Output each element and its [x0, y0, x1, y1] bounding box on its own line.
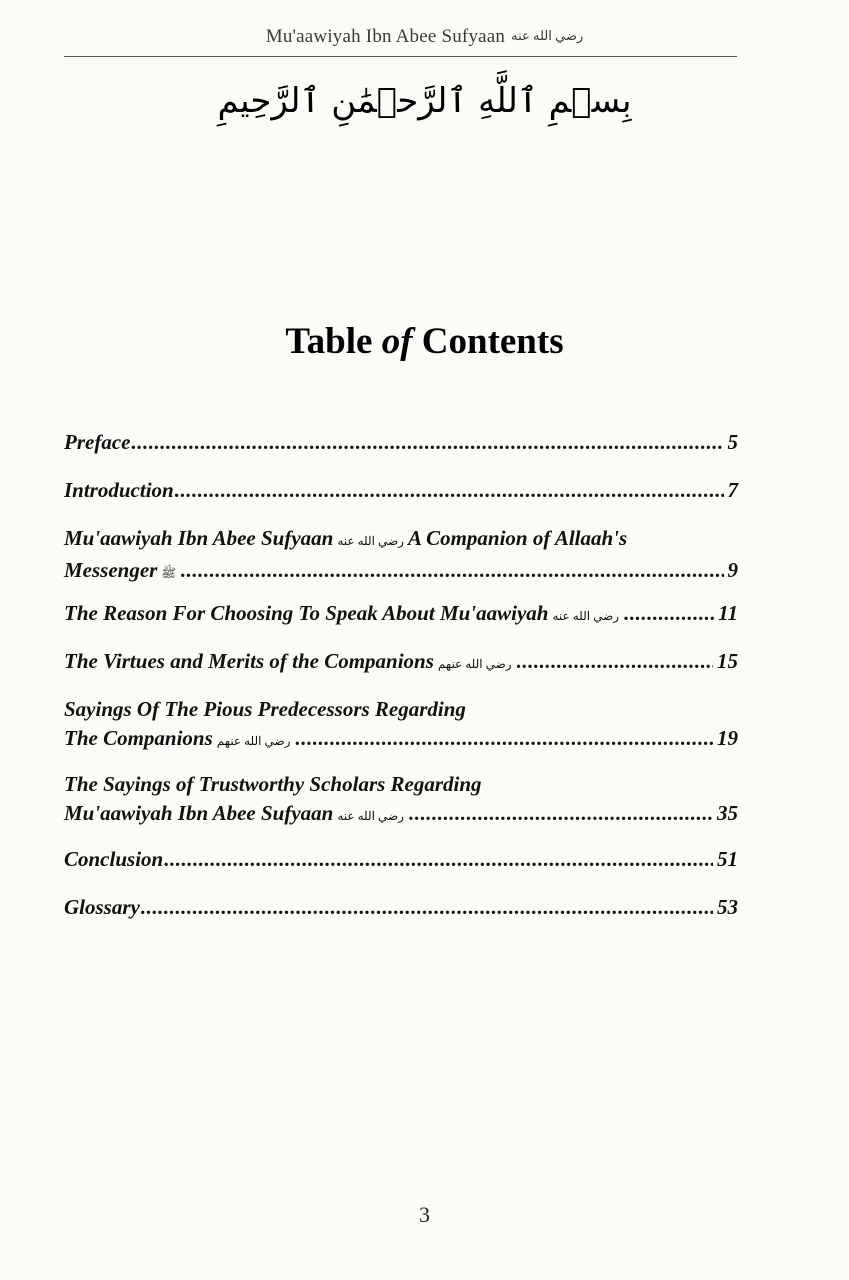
- header-rule: [64, 56, 737, 57]
- toc-entry-companion-of-messenger: [64, 524, 738, 599]
- toc-entry-page: 53: [717, 895, 738, 919]
- toc-entry-preface: [64, 428, 738, 476]
- toc-entry-virtues-and-merits: [64, 647, 738, 695]
- toc-entry-page: 9: [727, 558, 738, 582]
- toc-entry-label: Mu'aawiyah Ibn Abee Sufyaan: [64, 526, 334, 550]
- dot-leader: [517, 647, 713, 676]
- toc-entry-page: 5: [727, 430, 738, 454]
- running-header: [0, 26, 849, 48]
- toc-entry-glossary: [64, 893, 738, 941]
- toc-entry-label-rest: A Companion of Allaah's: [407, 526, 628, 550]
- dot-leader: [181, 556, 724, 585]
- dot-leader: [175, 476, 724, 505]
- toc-entry-label-line2: Mu'aawiyah Ibn Abee Sufyaan: [64, 801, 334, 825]
- toc-entry-label-line2: The Companions: [64, 726, 213, 750]
- toc-entry-label-line2: Messenger: [64, 558, 158, 582]
- toc-title-of: of: [381, 321, 413, 362]
- honorific-glyph: رضي الله عنه: [337, 534, 404, 548]
- toc-entry-page: 51: [717, 847, 738, 871]
- honorific-glyph: رضي الله عنه: [511, 28, 584, 43]
- toc-entry-reason-for-choosing: [64, 599, 738, 647]
- dot-leader: [295, 724, 713, 753]
- page-number: 3: [419, 1202, 430, 1227]
- toc-entry-page: 19: [717, 726, 738, 750]
- dot-leader: [164, 845, 713, 874]
- honorific-glyph: رضي الله عنه: [552, 609, 620, 623]
- running-header-title: Mu'aawiyah Ibn Abee Sufyaan: [265, 26, 506, 47]
- basmala-calligraphy: بِسۡمِ ٱللَّهِ ٱلرَّحۡمَٰنِ ٱلرَّحِيمِ: [217, 81, 632, 121]
- toc-entry-introduction: [64, 476, 738, 524]
- toc-entry-label: The Virtues and Merits of the Companions: [64, 649, 434, 673]
- toc-entry-page: 11: [718, 601, 738, 625]
- honorific-glyph: ﷺ: [161, 566, 176, 580]
- dot-leader: [409, 799, 713, 828]
- toc-entry-conclusion: [64, 845, 738, 893]
- honorific-glyph: رضي الله عنهم: [216, 734, 291, 748]
- toc-entry-pious-predecessors: [64, 695, 738, 770]
- dot-leader: [131, 428, 723, 457]
- toc-entry-page: 35: [717, 801, 738, 825]
- toc-title: [0, 320, 849, 363]
- toc-title-end: Contents: [421, 321, 564, 362]
- toc-title-main: Table: [285, 321, 373, 362]
- toc-entry-label: Introduction: [64, 478, 174, 502]
- toc-entry-page: 15: [717, 649, 738, 673]
- toc-entry-label: The Sayings of Trustworthy Scholars Regarding: [64, 772, 482, 796]
- toc-entry-page: 7: [727, 478, 738, 502]
- toc-entry-label: The Reason For Choosing To Speak About Mu'aawiyah: [64, 601, 549, 625]
- toc-list: [64, 428, 738, 941]
- dot-leader: [141, 893, 713, 922]
- dot-leader: [624, 599, 714, 628]
- toc-entry-label: Conclusion: [64, 847, 164, 871]
- toc-entry-label: Preface: [64, 430, 131, 454]
- toc-entry-label: Glossary: [64, 895, 140, 919]
- honorific-glyph: رضي الله عنهم: [437, 657, 512, 671]
- honorific-glyph: رضي الله عنه: [337, 809, 404, 823]
- toc-entry-trustworthy-scholars: [64, 770, 738, 845]
- toc-entry-label: Sayings Of The Pious Predecessors Regarding: [64, 697, 466, 721]
